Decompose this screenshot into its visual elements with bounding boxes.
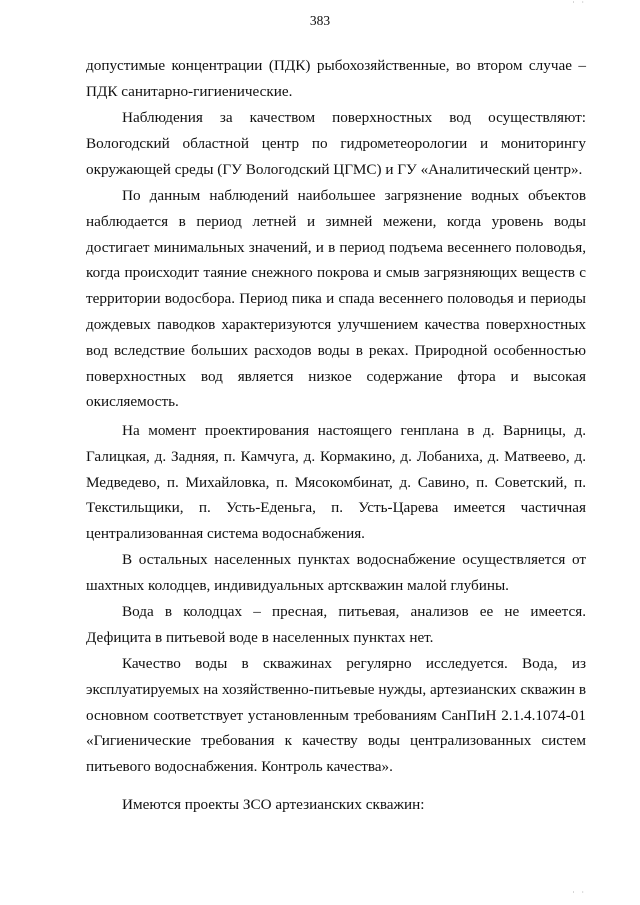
paragraph-5: В остальных населенных пунктах водоснабжение осуществляется от шахтных колодцев, индивидуальных артскважин малой глубины. bbox=[86, 551, 586, 594]
paragraph-6: Вода в колодцах – пресная, питьевая, анализов ее не имеется. Дефицита в питьевой воде в населенных пунктах нет. bbox=[86, 603, 586, 646]
paragraph-8: Имеются проекты ЗСО артезианских скважин: bbox=[122, 796, 425, 813]
scan-mark-top: ˙ ˙ bbox=[572, 0, 587, 10]
paragraph-7: Качество воды в скважинах регулярно исследуется. Вода, из эксплуатируемых на хозяйственно-питьевые нужды, артезианских скважин в основном соответствует установленным требованиям СанПиН 2.1.4.1074-01 «Гигиенические требования к качеству воды централизованных систем питьевого водоснабжения. Контроль качества». bbox=[86, 655, 586, 776]
page-number: 383 bbox=[309, 13, 331, 28]
paragraph-3: По данным наблюдений наибольшее загрязнение водных объектов наблюдается в период летней и зимней межени, когда уровень воды достигает минимальных значений, и в период подъема весеннего половодья, когда происходит таяние снежного покрова и смыв загрязняющих веществ с территории водосбора. Период пика и спада весеннего половодья и периоды дождевых паводков характеризуются улучшением качества поверхностных вод вследствие больших расходов воды в реках. Природной особенностью поверхностных вод является низкое содержание фтора и высокая окисляемость. bbox=[86, 187, 586, 411]
paragraph-1: допустимые концентрации (ПДК) рыбохозяйственные, во втором случае – ПДК санитарно-гигиенические. bbox=[86, 57, 586, 100]
paragraph-4: На момент проектирования настоящего генплана в д. Варницы, д. Галицкая, д. Задняя, п. Камчуга, д. Кормакино, д. Лобаниха, д. Матвеево, д. Медведево, п. Михайловка, п. Мясокомбинат, д. Савино, п. Советский, п. Текстильщики, п. Усть-Еденьга, п. Усть-Царева имеется частичная централизованная система водоснабжения. bbox=[86, 422, 586, 543]
scan-mark-bottom: ˙ ˙ bbox=[572, 890, 587, 900]
paragraph-2: Наблюдения за качеством поверхностных вод осуществляют: Вологодский областной центр по гидрометеорологии и мониторингу окружающей среды (ГУ Вологодский ЦГМС) и ГУ «Аналитический центр». bbox=[86, 109, 586, 178]
